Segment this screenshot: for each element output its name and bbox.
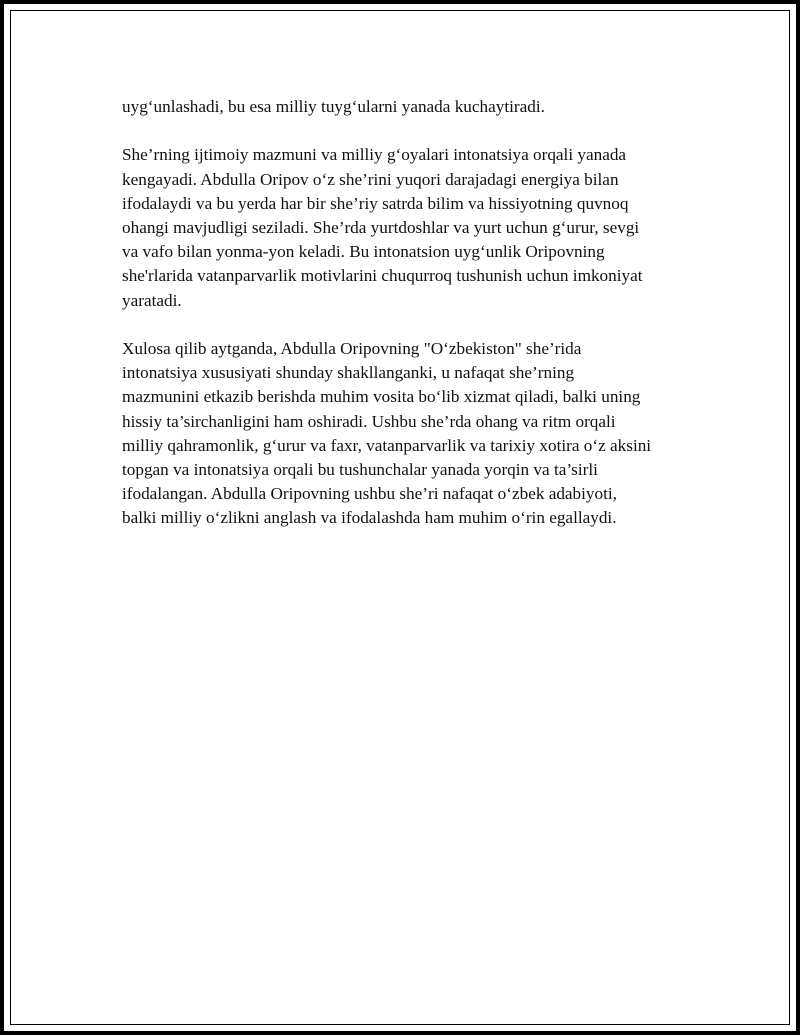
text-line: va vafo bilan yonma-yon keladi. Bu intonatsion uyg‘unlik Oripovning bbox=[122, 242, 605, 262]
text-line: hissiy ta’sirchanligini ham oshiradi. Ushbu she’rda ohang va ritm orqali bbox=[122, 411, 616, 431]
text-line: topgan va intonatsiya orqali bu tushunchalar yanada yorqin va ta’sirli bbox=[122, 460, 598, 480]
paragraph-1 bbox=[122, 95, 702, 119]
text-line: she'rlarida vatanparvarlik motivlarini chuqurroq tushunish uchun imkoniyat bbox=[122, 266, 643, 286]
paragraph-2 bbox=[122, 143, 702, 312]
text-line: uyg‘unlashadi, bu esa milliy tuyg‘ularni yanada kuchaytiradi. bbox=[122, 97, 545, 116]
text-line: Xulosa qilib aytganda, Abdulla Oripovning "O‘zbekiston" she’rida bbox=[122, 339, 582, 358]
text-line: yaratadi. bbox=[122, 290, 182, 310]
text-line: ohangi mavjudligi seziladi. She’rda yurtdoshlar va yurt uchun g‘urur, sevgi bbox=[122, 218, 640, 237]
text-line: ifodalangan. Abdulla Oripovning ushbu she’ri nafaqat o‘zbek adabiyoti, bbox=[122, 484, 617, 504]
text-line: mazmunini etkazib berishda muhim vosita bo‘lib xizmat qiladi, balki uning bbox=[122, 387, 641, 407]
text-line: intonatsiya xususiyati shunday shakllanganki, u nafaqat she’rning bbox=[122, 363, 575, 383]
text-line: She’rning ijtimoiy mazmuni va milliy g‘oyalari intonatsiya orqali yanada bbox=[122, 145, 627, 165]
text-line: kengayadi. Abdulla Oripov o‘z she’rini yuqori darajadagi energiya bilan bbox=[122, 169, 619, 189]
text-line: ifodalaydi va bu yerda har bir she’riy satrda bilim va hissiyotning quvnoq bbox=[122, 193, 629, 213]
text-line: balki milliy o‘zlikni anglash va ifodalashda ham muhim o‘rin egallaydi. bbox=[122, 508, 617, 528]
document-body bbox=[122, 95, 702, 555]
text-line: milliy qahramonlik, g‘urur va faxr, vatanparvarlik va tarixiy xotira o‘z aksini bbox=[122, 435, 652, 455]
paragraph-3 bbox=[122, 337, 702, 531]
